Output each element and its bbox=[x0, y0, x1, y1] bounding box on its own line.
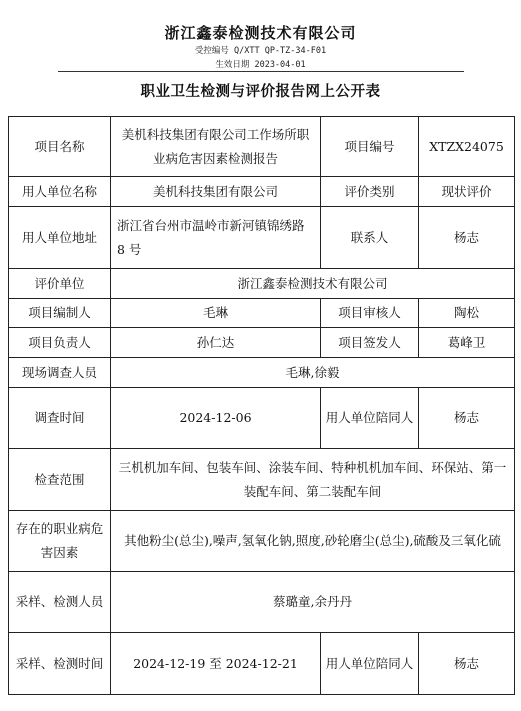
value-compiler: 毛琳 bbox=[111, 299, 321, 328]
table-row bbox=[9, 358, 515, 388]
table-row bbox=[9, 388, 515, 449]
label-reviewer: 项目审核人 bbox=[321, 299, 419, 328]
value-leader: 孙仁达 bbox=[111, 328, 321, 358]
table-row bbox=[9, 449, 515, 511]
table-row bbox=[9, 633, 515, 695]
value-scope: 三机机加车间、包装车间、涂装车间、特种机机加车间、环保站、第一装配车间、第二装配车间 bbox=[111, 449, 515, 511]
label-surveyors: 现场调查人员 bbox=[9, 358, 111, 388]
label-evaluation-type: 评价类别 bbox=[321, 177, 419, 207]
effective-date: 生效日期 2023-04-01 bbox=[215, 60, 306, 70]
table-row bbox=[9, 299, 515, 328]
value-sampling-escort: 杨志 bbox=[419, 633, 515, 695]
table-row bbox=[9, 269, 515, 299]
value-contact: 杨志 bbox=[419, 207, 515, 269]
label-survey-time: 调查时间 bbox=[9, 388, 111, 449]
label-sampling-escort: 用人单位陪同人 bbox=[321, 633, 419, 695]
value-address: 浙江省台州市温岭市新河镇锦绣路 8 号 bbox=[111, 207, 321, 269]
disclosure-table bbox=[8, 116, 515, 695]
value-surveyors: 毛琳,徐毅 bbox=[111, 358, 515, 388]
label-project-name: 项目名称 bbox=[9, 117, 111, 177]
label-leader: 项目负责人 bbox=[9, 328, 111, 358]
table-row bbox=[9, 117, 515, 177]
value-issuer: 葛峰卫 bbox=[419, 328, 515, 358]
value-evaluation-type: 现状评价 bbox=[419, 177, 515, 207]
table-row bbox=[9, 511, 515, 572]
document-title: 职业卫生检测与评价报告网上公开表 bbox=[140, 83, 381, 100]
table-row bbox=[9, 572, 515, 633]
label-employer: 用人单位名称 bbox=[9, 177, 111, 207]
value-reviewer: 陶松 bbox=[419, 299, 515, 328]
value-evaluator: 浙江鑫泰检测技术有限公司 bbox=[111, 269, 515, 299]
label-address: 用人单位地址 bbox=[9, 207, 111, 269]
value-escort: 杨志 bbox=[419, 388, 515, 449]
label-hazards: 存在的职业病危害因素 bbox=[9, 511, 111, 572]
value-employer: 美机科技集团有限公司 bbox=[111, 177, 321, 207]
label-contact: 联系人 bbox=[321, 207, 419, 269]
label-escort: 用人单位陪同人 bbox=[321, 388, 419, 449]
company-name: 浙江鑫泰检测技术有限公司 bbox=[164, 24, 357, 42]
label-samplers: 采样、检测人员 bbox=[9, 572, 111, 633]
label-sampling-time: 采样、检测时间 bbox=[9, 633, 111, 695]
value-samplers: 蔡璐童,余丹丹 bbox=[111, 572, 515, 633]
label-scope: 检查范围 bbox=[9, 449, 111, 511]
value-hazards: 其他粉尘(总尘),噪声,氢氧化钠,照度,砂轮磨尘(总尘),硫酸及三氧化硫 bbox=[111, 511, 515, 572]
label-compiler: 项目编制人 bbox=[9, 299, 111, 328]
table-row bbox=[9, 207, 515, 269]
label-project-number: 项目编号 bbox=[321, 117, 419, 177]
table-row bbox=[9, 328, 515, 358]
value-sampling-time: 2024-12-19 至 2024-12-21 bbox=[111, 633, 321, 695]
value-survey-time: 2024-12-06 bbox=[111, 388, 321, 449]
value-project-number: XTZX24075 bbox=[419, 117, 515, 177]
label-issuer: 项目签发人 bbox=[321, 328, 419, 358]
control-code: 受控编号 Q/XTT QP-TZ-34-F01 bbox=[194, 46, 327, 56]
header-divider bbox=[58, 71, 464, 72]
value-project-name: 美机科技集团有限公司工作场所职业病危害因素检测报告 bbox=[111, 117, 321, 177]
table-row bbox=[9, 177, 515, 207]
label-evaluator: 评价单位 bbox=[9, 269, 111, 299]
